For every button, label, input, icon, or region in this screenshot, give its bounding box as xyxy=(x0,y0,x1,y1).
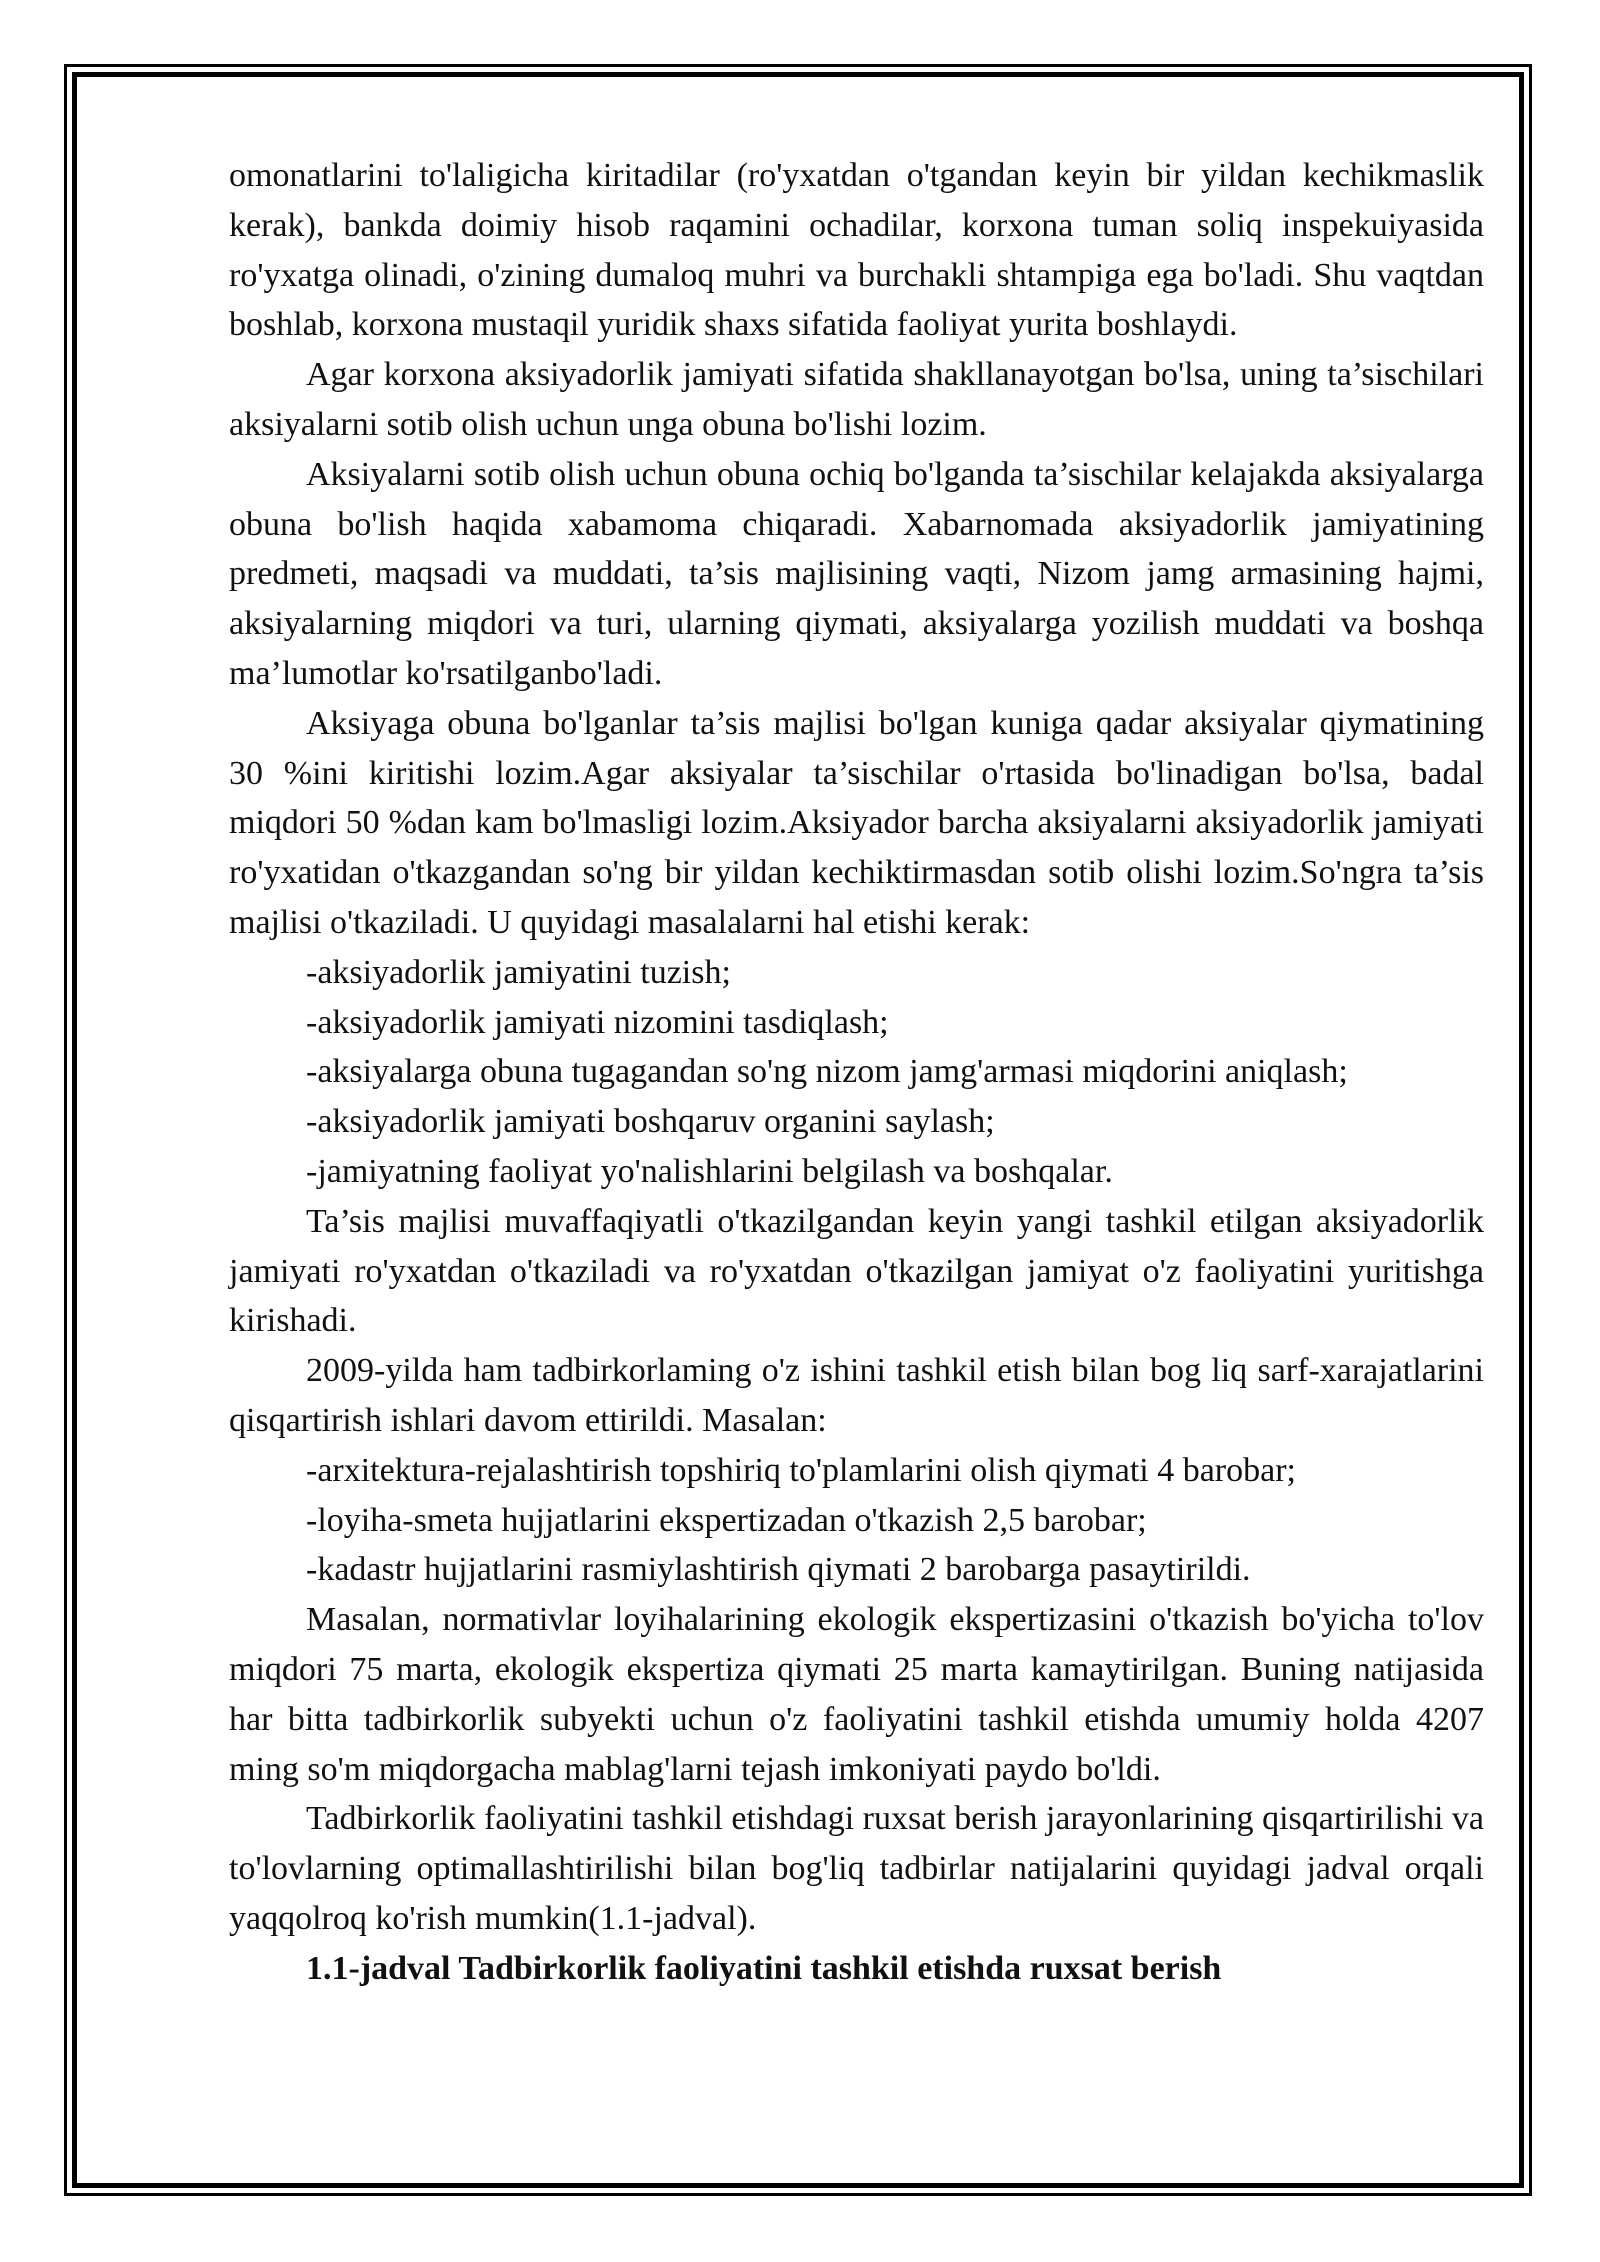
list-item: -aksiyadorlik jamiyati nizomini tasdiqlash; xyxy=(306,1003,889,1041)
paragraph-subscription-notice: Aksiyalarni sotib olish uchun obuna ochiq bo'lganda ta’sischilar kelajakda aksiyalarga obuna bo'lish haqida xabamoma chiqaradi. Xabarnomada aksiyadorlik jamiyatining predmeti, maqsadi va muddati, ta’sis majlisining vaqti, Nizom jamg armasining hajmi, aksiyalarning miqdori va turi, ularning qiymati, aksiyalarga yozilish muddati va boshqa ma’lumotlar ko'rsatilganbo'ladi. xyxy=(229,455,1484,692)
cost-reduction-list xyxy=(229,1446,1484,1595)
list-item: -kadastr hujjatlarini rasmiylashtirish qiymati 2 barobarga pasaytirildi. xyxy=(306,1551,1251,1589)
paragraph-table-reference: Tadbirkorlik faoliyatini tashkil etishdagi ruxsat berish jarayonlarining qisqartirilishi va to'lovlarning optimallashtirilishi bilan bog'liq tadbirlar natijalarini quyidagi jadval orqali yaqqolroq ko'rish mumkin(1.1-jadval). xyxy=(229,1800,1484,1937)
list-item: -aksiyadorlik jamiyatini tuzish; xyxy=(306,953,731,991)
list-item: -aksiyadorlik jamiyati boshqaruv organini saylash; xyxy=(306,1103,995,1141)
table-caption: 1.1-jadval Tadbirkorlik faoliyatini tashkil etishda ruxsat berish xyxy=(306,1949,1222,1987)
paragraph-cost-reduction: 2009-yilda ham tadbirkorlaming o'z ishini tashkil etish bilan bog liq sarf-xarajatlarini qisqartirish ishlari davom ettirildi. Masalan: xyxy=(229,1352,1484,1439)
document-body xyxy=(229,151,1484,1993)
list-item: -aksiyalarga obuna tugagandan so'ng nizom jamg'armasi miqdorini aniqlash; xyxy=(306,1053,1348,1091)
paragraph-continuation: omonatlarini to'laligicha kiritadilar (ro'yxatdan o'tgandan keyin bir yildan kechikmaslik kerak), bankda doimiy hisob raqamini ochadilar, korxona tuman soliq inspekuiyasida ro'yxatga olinadi, o'zining dumaloq muhri va burchakli shtampiga ega bo'ladi. Shu vaqtdan boshlab, korxona mustaqil yuridik shaxs sifatida faoliyat yurita boshlaydi. xyxy=(229,157,1484,344)
paragraph-joint-stock-formation: Agar korxona aksiyadorlik jamiyati sifatida shakllanayotgan bo'lsa, uning ta’sischilari aksiyalarni sotib olish uchun unga obuna bo'lishi lozim. xyxy=(229,356,1484,443)
list-item: -loyiha-smeta hujjatlarini ekspertizadan o'tkazish 2,5 barobar; xyxy=(306,1501,1147,1539)
founding-meeting-tasks-list xyxy=(229,948,1484,1197)
paragraph-ecological-expertise: Masalan, normativlar loyihalarining ekologik ekspertizasini o'tkazish bo'yicha to'lov miqdori 75 marta, ekologik ekspertiza qiymati 25 marta kamaytirilgan. Buning natijasida har bitta tadbirkorlik subyekti uchun o'z faoliyatini tashkil etishda umumiy holda 4207 ming so'm miqdorgacha mablag'larni tejash imkoniyati paydo bo'ldi. xyxy=(229,1601,1484,1788)
paragraph-registration: Ta’sis majlisi muvaffaqiyatli o'tkazilgandan keyin yangi tashkil etilgan aksiyadorlik jamiyati ro'yxatdan o'tkaziladi va ro'yxatdan o'tkazilgan jamiyat o'z faoliyatini yuritishga kirishadi. xyxy=(229,1202,1484,1340)
list-item: -jamiyatning faoliyat yo'nalishlarini belgilash va boshqalar. xyxy=(306,1152,1113,1190)
paragraph-share-payment: Aksiyaga obuna bo'lganlar ta’sis majlisi bo'lgan kuniga qadar aksiyalar qiymatining 30 %ini kiritishi lozim.Agar aksiyalar ta’sischilar o'rtasida bo'linadigan bo'lsa, badal miqdori 50 %dan kam bo'lmasligi lozim.Aksiyador barcha aksiyalarni aksiyadorlik jamiyati ro'yxatidan o'tkazgandan so'ng bir yildan kechiktirmasdan sotib olishi lozim.So'ngra ta’sis majlisi o'tkaziladi. U quyidagi masalalarni hal etishi kerak: xyxy=(229,704,1484,941)
list-item: -arxitektura-rejalashtirish topshiriq to'plamlarini olish qiymati 4 barobar; xyxy=(306,1451,1296,1489)
